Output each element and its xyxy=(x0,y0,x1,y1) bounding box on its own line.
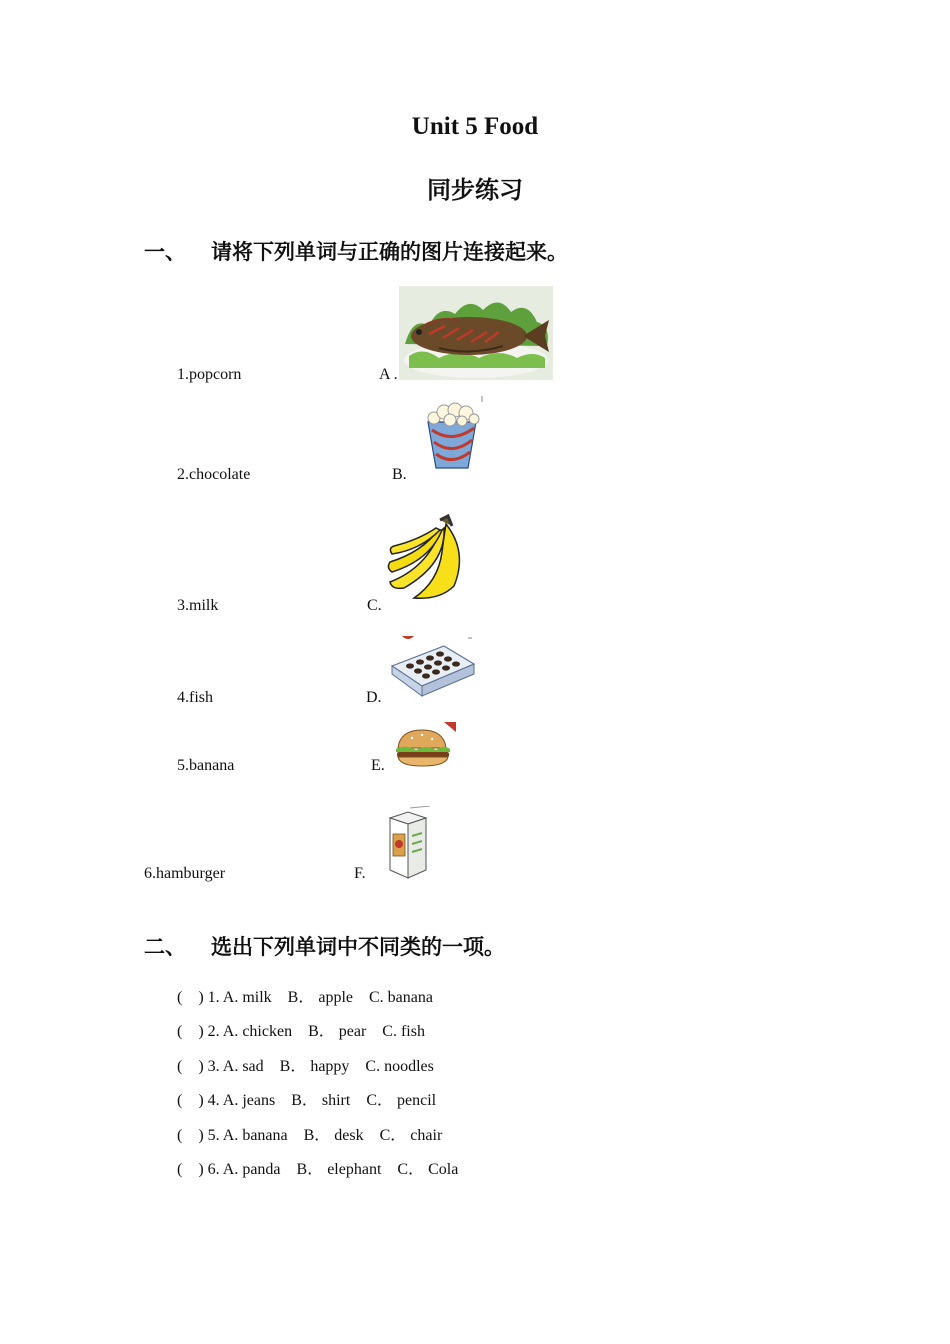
letter-a: A . xyxy=(379,366,398,383)
question-2: ( ) 2. A. chicken B． pear C. fish xyxy=(177,1023,425,1040)
page-subtitle: 同步练习 xyxy=(427,176,523,204)
word-chocolate: 2.chocolate xyxy=(177,466,251,483)
word-popcorn: 1.popcorn xyxy=(177,366,242,383)
word-banana: 5.banana xyxy=(177,757,235,774)
letter-d: D. xyxy=(366,689,382,706)
milk-carton-image xyxy=(384,806,434,880)
letter-e: E. xyxy=(371,757,385,774)
question-3: ( ) 3. A. sad B． happy C. noodles xyxy=(177,1058,434,1075)
section2-instruction: 选出下列单词中不同类的一项。 xyxy=(211,935,505,959)
question-5: ( ) 5. A. banana B． desk C． chair xyxy=(177,1127,443,1144)
question-4: ( ) 4. A. jeans B． shirt C． pencil xyxy=(177,1092,437,1109)
fish-dish-image xyxy=(399,286,553,380)
hamburger-image xyxy=(392,722,458,770)
word-hamburger: 6.hamburger xyxy=(144,865,226,882)
page-title: Unit 5 Food xyxy=(411,113,539,140)
section1-instruction: 请将下列单词与正确的图片连接起来。 xyxy=(211,240,568,264)
section1-number: 一、 xyxy=(144,240,186,264)
chocolate-box-image xyxy=(388,636,476,700)
letter-f: F. xyxy=(354,865,366,882)
question-6: ( ) 6. A. panda B． elephant C． Cola xyxy=(177,1161,459,1178)
letter-c: C. xyxy=(367,597,382,614)
word-fish: 4.fish xyxy=(177,689,213,706)
question-1: ( ) 1. A. milk B． apple C. banana xyxy=(177,989,433,1006)
word-milk: 3.milk xyxy=(177,597,219,614)
popcorn-image xyxy=(420,396,486,472)
letter-b: B. xyxy=(392,466,407,483)
banana-image xyxy=(384,512,472,602)
section2-number: 二、 xyxy=(144,935,186,959)
